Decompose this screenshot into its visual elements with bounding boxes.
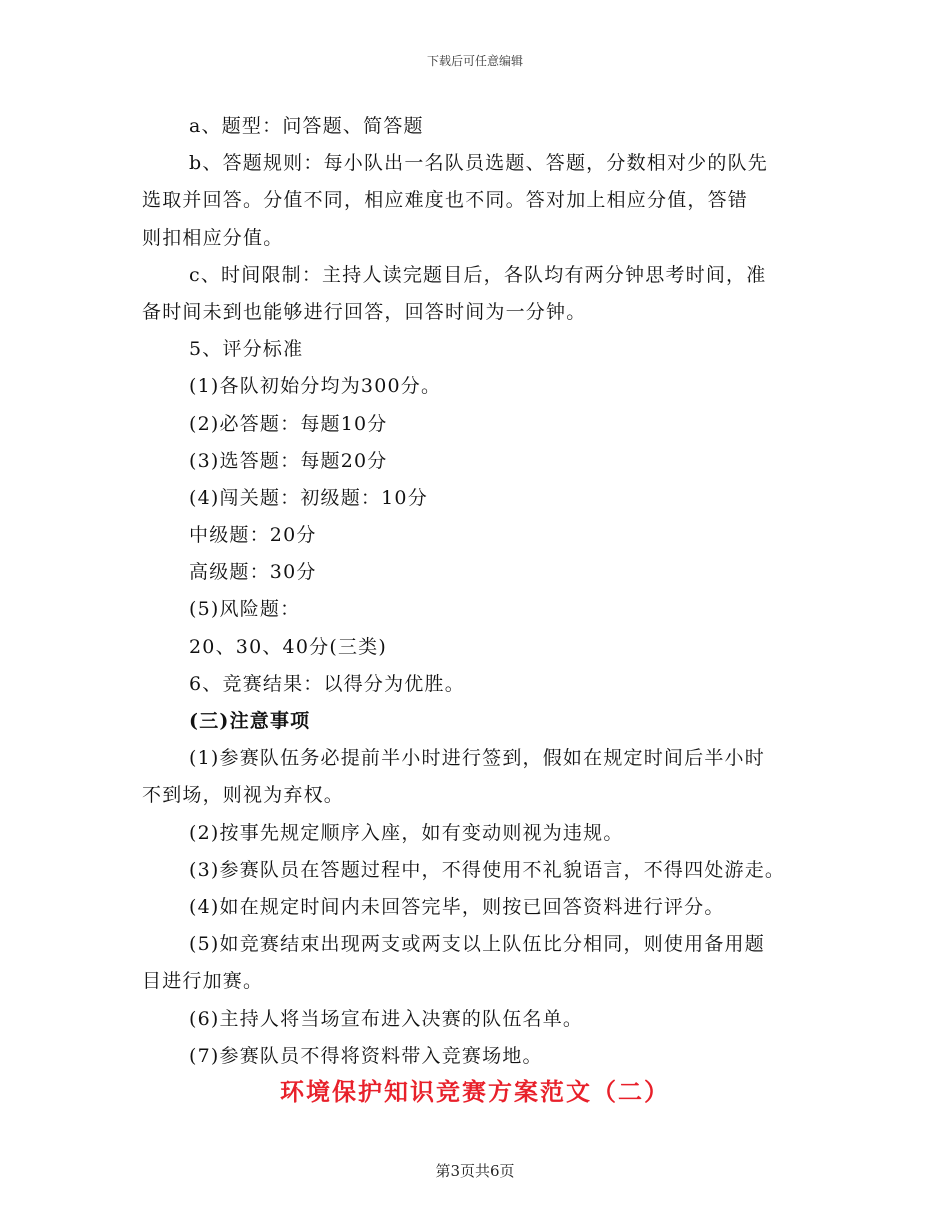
paragraph-line: (5)如竞赛结束出现两支或两支以上队伍比分相同，则使用备用题 [189,933,765,956]
paragraph-line: 则扣相应分值。 [142,226,284,249]
paragraph-line: b、答题规则：每小队出一名队员选题、答题，分数相对少的队先 [189,152,768,175]
paragraph-line: 不到场，则视为弃权。 [142,784,345,807]
section-title: 环境保护知识竞赛方案范文（二） [280,1077,670,1106]
paragraph-line: (3)参赛队员在答题过程中，不得使用不礼貌语言，不得四处游走。 [189,858,786,881]
paragraph-line: c、时间限制：主持人读完题目后，各队均有两分钟思考时间，准 [189,263,767,286]
paragraph-line: (3)选答题：每题20分 [189,449,388,472]
paragraph-line: (7)参赛队员不得将资料带入竞赛场地。 [189,1044,543,1067]
paragraph-line: 备时间未到也能够进行回答，回答时间为一分钟。 [142,300,587,323]
paragraph-line: 选取并回答。分值不同，相应难度也不同。答对加上相应分值，答错 [142,189,749,212]
paragraph-line: (2)必答题：每题10分 [189,412,388,435]
paragraph-line: (4)如在规定时间内未回答完毕，则按已回答资料进行评分。 [189,895,725,918]
paragraph-line: 中级题：20分 [189,524,317,547]
paragraph-line: (1)各队初始分均为300分。 [189,375,442,398]
paragraph-line: 5、评分标准 [189,338,304,361]
page-header: 下载后可任意编辑 [426,54,523,68]
paragraph-line: (6)主持人将当场宣布进入决赛的队伍名单。 [189,1007,584,1030]
paragraph-line: 高级题：30分 [189,561,317,584]
section-heading: (三)注意事项 [189,710,311,732]
paragraph-line: a、题型：问答题、简答题 [189,115,424,137]
paragraph-line: (5)风险题： [189,598,301,621]
paragraph-line: (1)参赛队伍务必提前半小时进行签到，假如在规定时间后半小时 [189,747,765,770]
paragraph-line: (4)闯关题：初级题：10分 [189,486,428,509]
document-body [142,108,832,1075]
page-footer: 第3页共6页 [435,1162,515,1180]
paragraph-line: (2)按事先规定顺序入座，如有变动则视为违规。 [189,821,624,844]
paragraph-line: 6、竞赛结果：以得分为优胜。 [189,672,465,695]
paragraph-line: 20、30、40分(三类) [189,635,387,658]
paragraph-line: 目进行加赛。 [142,970,264,993]
